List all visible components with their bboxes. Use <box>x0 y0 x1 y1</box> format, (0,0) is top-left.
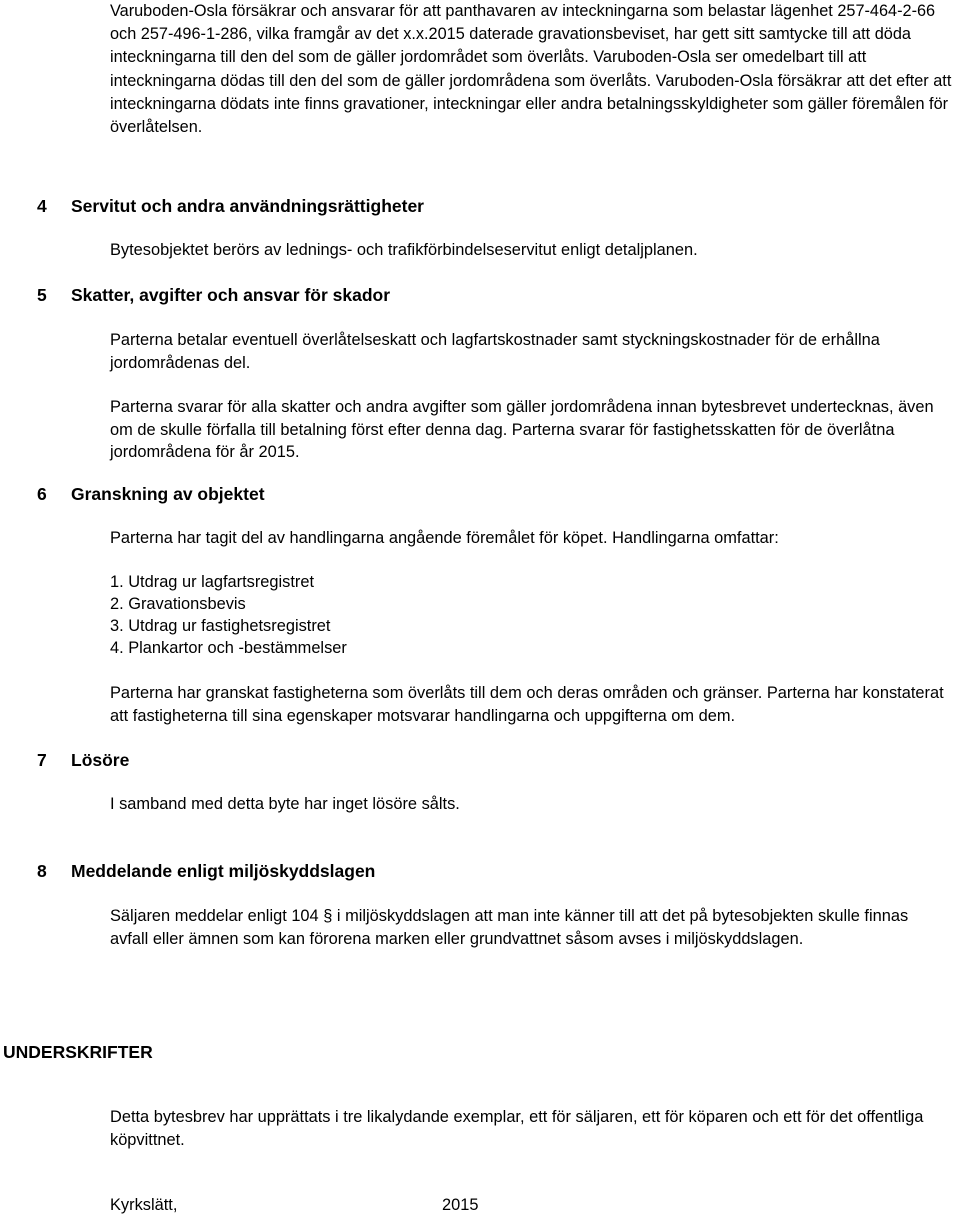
section-8-text: Säljaren meddelar enligt 104 § i miljöskyddslagen att man inte känner till att det på bytesobjekten skulle finnas avfall eller ämnen som kan förorena marken eller grundvattnet såsom avses i miljöskyddslagen. <box>110 907 909 948</box>
section-number: 4 <box>37 196 47 216</box>
document-list <box>110 571 347 659</box>
signature-year: 2015 <box>442 1196 479 1214</box>
section-5-paragraph-1: Parterna betalar eventuell överlåtelseskatt och lagfartskostnader samt styckningskostnader för de erhållna jordområdenas del. <box>110 331 880 372</box>
list-item: 1. Utdrag ur lagfartsregistret <box>110 573 315 591</box>
intro-paragraph: Varuboden-Osla försäkrar och ansvarar för att panthavaren av inteckningarna som belastar lägenhet 257-464-2-66 och 257-496-1-286, vilka framgår av det x.x.2015 daterade gravationsbeviset, har gett sitt samtycke till att döda inteckningarna till den del som de gäller jordområdet som överlåts. Varuboden-Osla ser omedelbart till att inteckningarna dödas till den del som de gäller jordområdena som överlåts. Varuboden-Osla försäkrar att det efter att inteckningarna dödats inte finns gravationer, inteckningar eller andra betalningsskyldigheter som gäller föremålen för överlåtelsen. <box>110 2 952 137</box>
section-7-text: I samband med detta byte har inget lösöre sålts. <box>110 795 460 813</box>
section-number: 6 <box>37 484 47 504</box>
section-title: Skatter, avgifter och ansvar för skador <box>71 285 391 305</box>
section-6-paragraph-1: Parterna har tagit del av handlingarna angående föremålet för köpet. Handlingarna omfattar: <box>110 529 779 547</box>
section-title: Granskning av objektet <box>71 484 265 504</box>
section-number: 8 <box>37 861 47 881</box>
list-item: 2. Gravationsbevis <box>110 595 246 613</box>
list-item: 3. Utdrag ur fastighetsregistret <box>110 617 331 635</box>
signatures-text: Detta bytesbrev har upprättats i tre likalydande exemplar, ett för säljaren, ett för köparen och ett för det offentliga köpvittnet. <box>110 1108 924 1149</box>
section-title: Meddelande enligt miljöskyddslagen <box>71 861 376 881</box>
section-5-paragraph-2: Parterna svarar för alla skatter och andra avgifter som gäller jordområdena innan bytesbrevet undertecknas, även om de skulle förfalla till betalning först efter denna dag. Parterna svarar för fastighetsskatten för de överlåtna jordområdena för år 2015. <box>110 398 934 461</box>
list-item: 4. Plankartor och -bestämmelser <box>110 639 347 657</box>
section-title: Lösöre <box>71 750 130 770</box>
signature-place: Kyrkslätt, <box>110 1196 178 1214</box>
section-4-text: Bytesobjektet berörs av lednings- och trafikförbindelseservitut enligt detaljplanen. <box>110 241 698 259</box>
section-title: Servitut och andra användningsrättigheter <box>71 196 424 216</box>
section-6-paragraph-2: Parterna har granskat fastigheterna som överlåts till dem och deras områden och gränser. Parterna har konstaterat att fastigheterna till sina egenskaper motsvarar handlingarna och uppgifterna om dem. <box>110 684 944 725</box>
section-number: 7 <box>37 750 47 770</box>
signatures-heading: UNDERSKRIFTER <box>3 1042 153 1062</box>
section-number: 5 <box>37 285 47 305</box>
